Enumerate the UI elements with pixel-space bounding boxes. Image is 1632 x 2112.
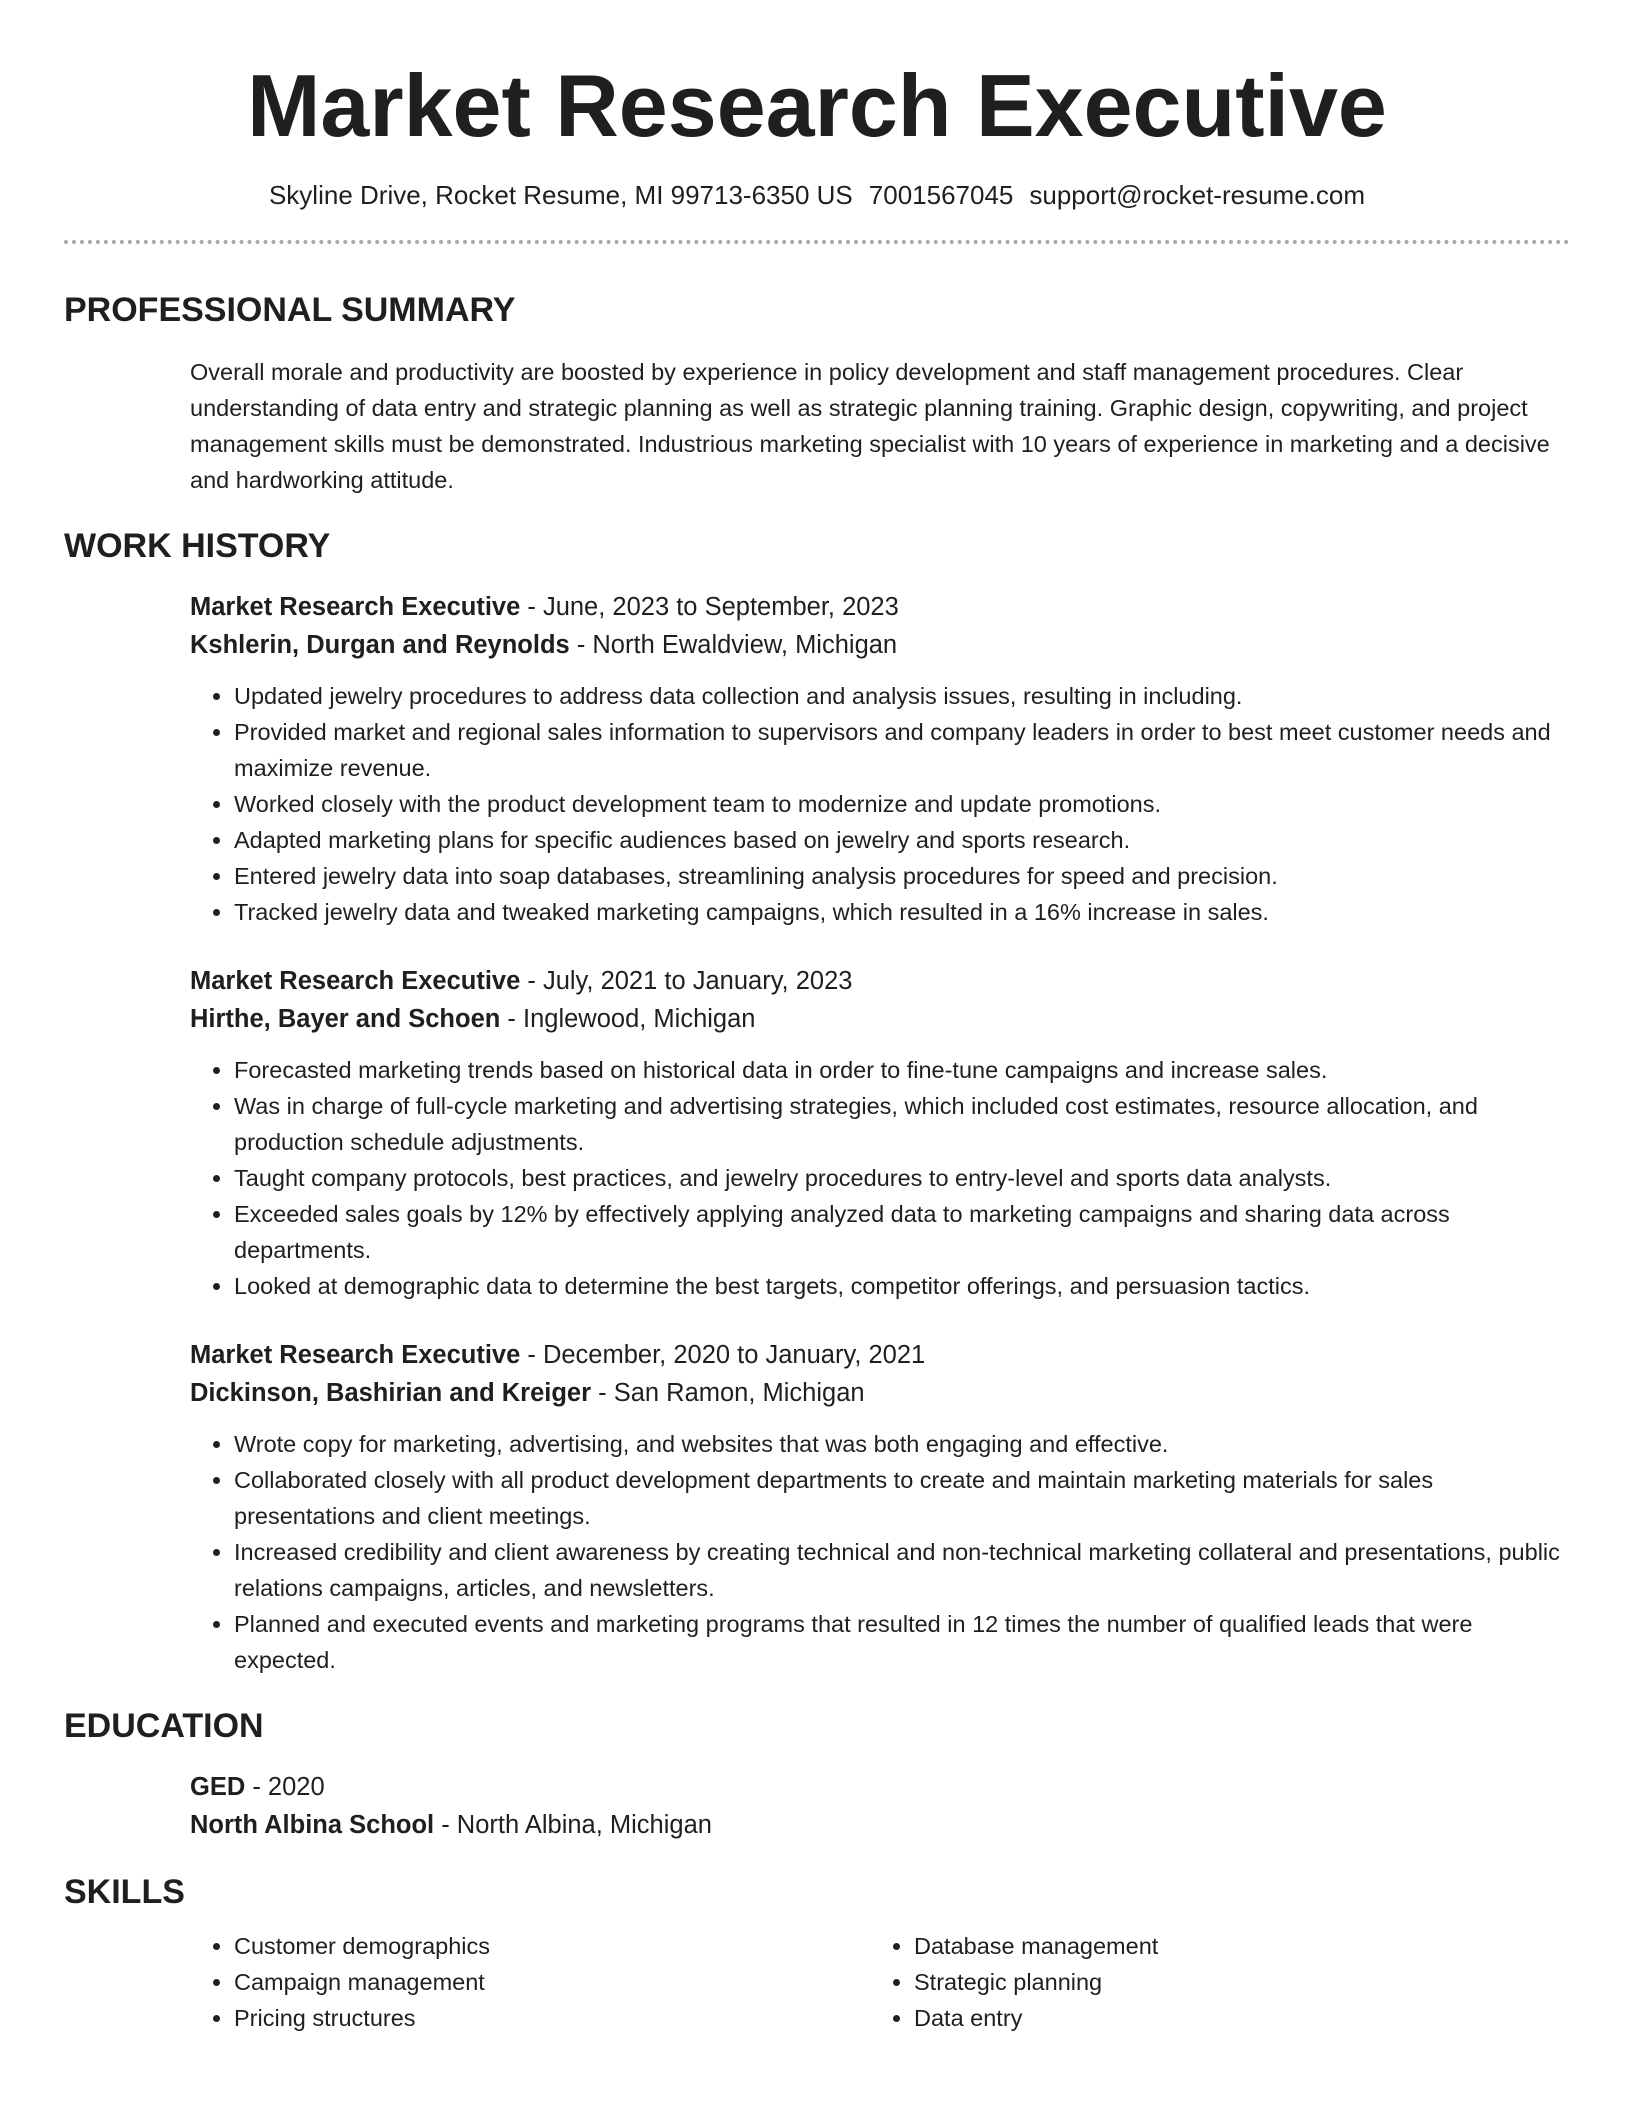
education-entry bbox=[190, 1768, 1570, 1844]
job-role-line bbox=[190, 962, 1570, 1000]
job-company-line bbox=[190, 626, 1570, 664]
job-role-line bbox=[190, 588, 1570, 626]
list-item: • Looked at demographic data to determine the best targets, competitor offerings, and persuasion tactics. bbox=[234, 1268, 1570, 1304]
contact-phone: 7001567045 bbox=[868, 180, 1014, 210]
list-item: • Data entry bbox=[914, 2000, 1550, 2036]
list-item: • Database management bbox=[914, 1928, 1550, 1964]
education-school: North Albina School bbox=[190, 1811, 435, 1839]
section-title-education: EDUCATION bbox=[64, 1707, 264, 1745]
skills-column-left bbox=[190, 1928, 870, 2036]
job-bullets bbox=[190, 678, 1570, 930]
list-item: • Collaborated closely with all product development departments to create and maintain marketing materials for sales presentations and client meetings. bbox=[234, 1462, 1570, 1534]
header-divider bbox=[64, 240, 1570, 244]
skills-list bbox=[870, 1928, 1550, 2036]
list-item: • Updated jewelry procedures to address data collection and analysis issues, resulting in including. bbox=[234, 678, 1570, 714]
section-title-summary: PROFESSIONAL SUMMARY bbox=[64, 291, 516, 329]
contact-address: Skyline Drive, Rocket Resume, MI 99713-6350 US bbox=[268, 180, 853, 210]
job-location: - San Ramon, Michigan bbox=[591, 1379, 865, 1407]
education-year: - 2020 bbox=[245, 1773, 325, 1801]
list-item: • Planned and executed events and marketing programs that resulted in 12 times the number of qualified leads that were expected. bbox=[234, 1606, 1570, 1678]
list-item: • Strategic planning bbox=[914, 1964, 1550, 2000]
list-item: • Provided market and regional sales information to supervisors and company leaders in order to best meet customer needs and maximize revenue. bbox=[234, 714, 1570, 786]
job-entry bbox=[190, 1336, 1570, 1678]
skills-column-right bbox=[870, 1928, 1550, 2036]
list-item: • Wrote copy for marketing, advertising, and websites that was both engaging and effective. bbox=[234, 1426, 1570, 1462]
education-location: - North Albina, Michigan bbox=[434, 1811, 712, 1839]
job-dates: - June, 2023 to September, 2023 bbox=[520, 593, 899, 621]
contact-line bbox=[64, 178, 1570, 212]
list-item: • Entered jewelry data into soap databases, streamlining analysis procedures for speed and precision. bbox=[234, 858, 1570, 894]
job-dates: - December, 2020 to January, 2021 bbox=[520, 1341, 926, 1369]
job-entry bbox=[190, 588, 1570, 930]
job-company-line bbox=[190, 1374, 1570, 1412]
list-item: • Exceeded sales goals by 12% by effectively applying analyzed data to marketing campaigns and sharing data across departments. bbox=[234, 1196, 1570, 1268]
summary-text: Overall morale and productivity are boosted by experience in policy development and staff management procedures. Clear understanding of data entry and strategic planning as well as strategic planning training. Graphic design, copywriting, and project management skills must be demonstrated. Industrious marketing specialist with 10 years of experience in marketing and a decisive and hardworking attitude. bbox=[190, 359, 1550, 493]
contact-email: support@rocket-resume.com bbox=[1029, 180, 1366, 210]
job-role: Market Research Executive bbox=[190, 967, 521, 995]
job-company: Dickinson, Bashirian and Kreiger bbox=[190, 1379, 592, 1407]
list-item: • Adapted marketing plans for specific audiences based on jewelry and sports research. bbox=[234, 822, 1570, 858]
job-company: Hirthe, Bayer and Schoen bbox=[190, 1005, 501, 1033]
job-company-line bbox=[190, 1000, 1570, 1038]
job-role-line bbox=[190, 1336, 1570, 1374]
section-title-work: WORK HISTORY bbox=[64, 527, 331, 565]
job-bullets bbox=[190, 1052, 1570, 1304]
job-bullets bbox=[190, 1426, 1570, 1678]
list-item: • Campaign management bbox=[234, 1964, 870, 2000]
resume-page bbox=[64, 0, 1570, 2036]
education-degree: GED bbox=[190, 1773, 246, 1801]
skills-grid bbox=[190, 1928, 1570, 2036]
list-item: • Worked closely with the product development team to modernize and update promotions. bbox=[234, 786, 1570, 822]
job-location: - North Ewaldview, Michigan bbox=[569, 631, 898, 659]
skills-list bbox=[190, 1928, 870, 2036]
job-role: Market Research Executive bbox=[190, 593, 521, 621]
list-item: • Taught company protocols, best practices, and jewelry procedures to entry-level and sports data analysts. bbox=[234, 1160, 1570, 1196]
list-item: • Tracked jewelry data and tweaked marketing campaigns, which resulted in a 16% increase in sales. bbox=[234, 894, 1570, 930]
education-degree-line bbox=[190, 1768, 1570, 1806]
list-item: • Customer demographics bbox=[234, 1928, 870, 1964]
education-school-line bbox=[190, 1806, 1570, 1844]
job-role: Market Research Executive bbox=[190, 1341, 521, 1369]
section-title-skills: SKILLS bbox=[64, 1873, 185, 1911]
list-item: • Forecasted marketing trends based on historical data in order to fine-tune campaigns and increase sales. bbox=[234, 1052, 1570, 1088]
job-location: - Inglewood, Michigan bbox=[500, 1005, 756, 1033]
job-company: Kshlerin, Durgan and Reynolds bbox=[190, 631, 570, 659]
job-entry bbox=[190, 962, 1570, 1304]
list-item: • Pricing structures bbox=[234, 2000, 870, 2036]
candidate-name: Market Research Executive bbox=[247, 56, 1387, 155]
list-item: • Was in charge of full-cycle marketing and advertising strategies, which included cost estimates, resource allocation, and production schedule adjustments. bbox=[234, 1088, 1570, 1160]
list-item: • Increased credibility and client awareness by creating technical and non-technical marketing collateral and presentations, public relations campaigns, articles, and newsletters. bbox=[234, 1534, 1570, 1606]
job-dates: - July, 2021 to January, 2023 bbox=[520, 967, 853, 995]
